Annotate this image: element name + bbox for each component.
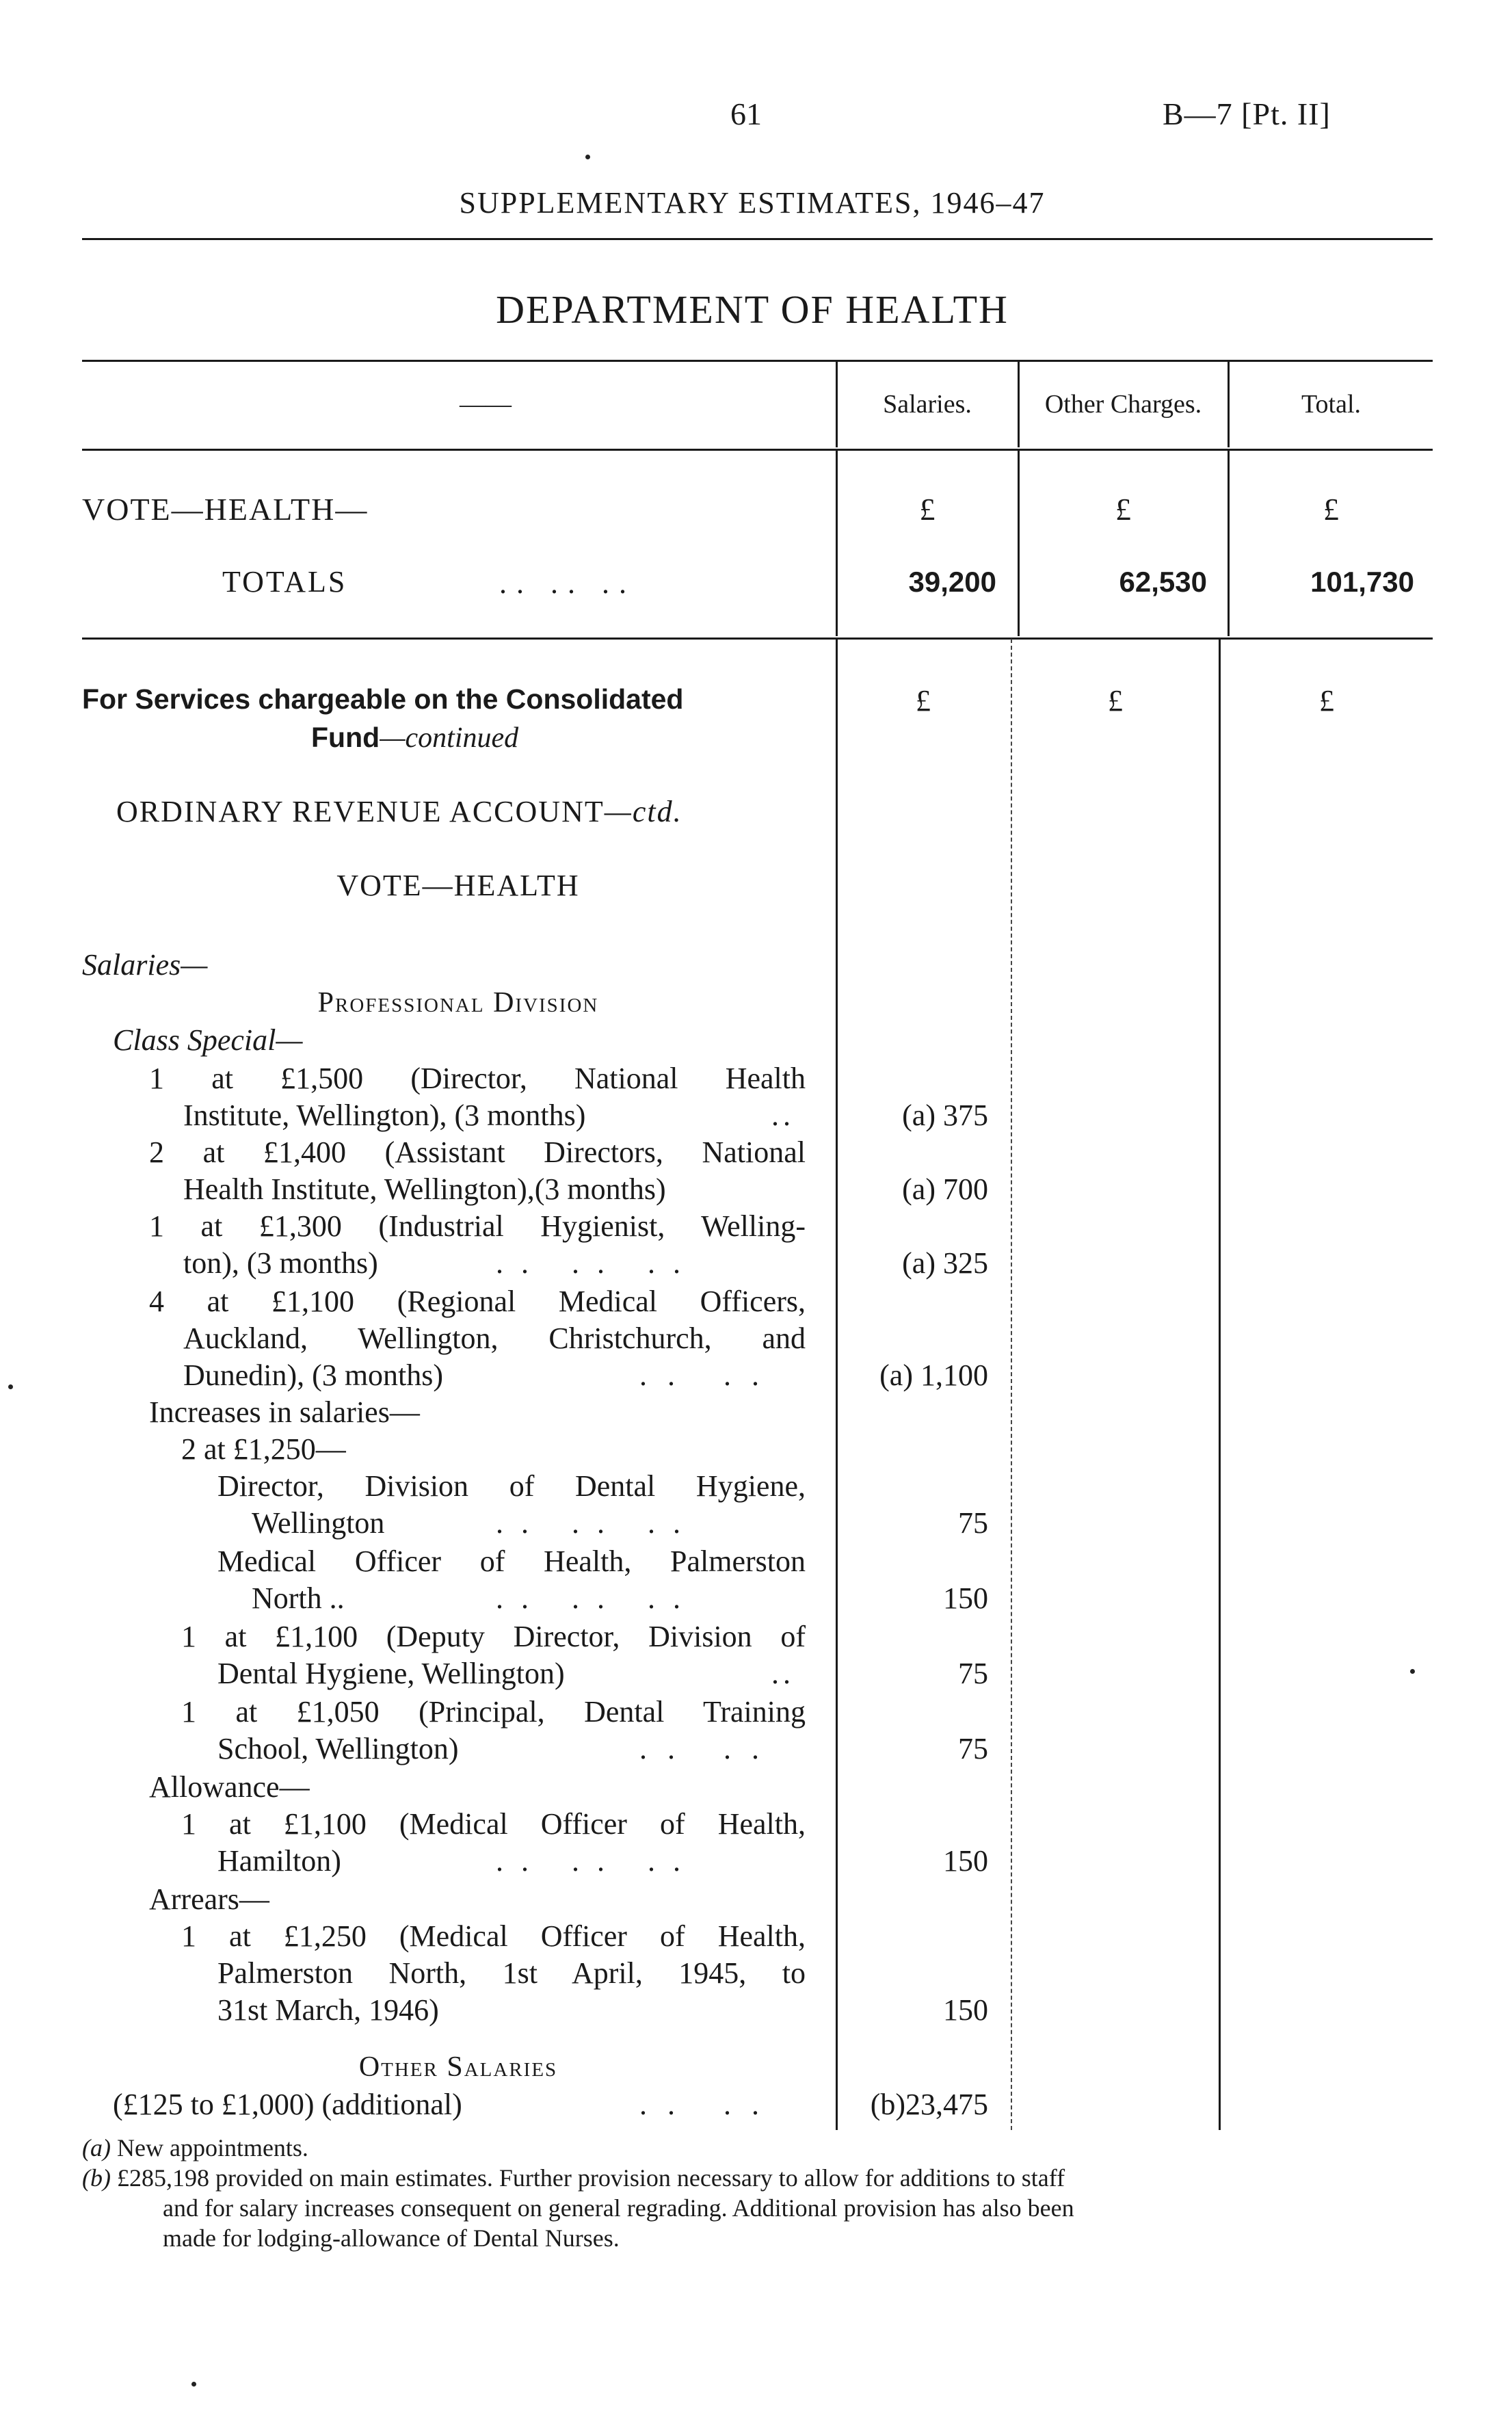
line-item-text: 1 at £1,250 (Medical Officer of Health, xyxy=(181,1919,806,1953)
services-heading: For Services chargeable on the Consolidated xyxy=(82,683,684,715)
salary-amount: (a) 700 xyxy=(902,1172,988,1206)
vote-health-label: VOTE—HEALTH— xyxy=(82,492,369,527)
department-title: DEPARTMENT OF HEALTH xyxy=(496,287,1009,332)
column-divider xyxy=(836,450,838,636)
salary-amount: 75 xyxy=(958,1732,988,1765)
scan-speck xyxy=(8,1384,13,1389)
currency-salaries: £ xyxy=(919,492,936,527)
services-heading-continued xyxy=(311,720,518,756)
leader-dots: .. .. .. xyxy=(496,1506,698,1540)
leader-dots: .. .. .. xyxy=(496,1246,698,1280)
other-salaries-heading: Other Salaries xyxy=(358,2051,558,2083)
currency-other: £ xyxy=(1108,684,1123,718)
fund-label: Fund xyxy=(311,722,380,753)
table-top-rule xyxy=(82,360,1433,362)
salaries-heading: Salaries— xyxy=(82,948,208,982)
totals-label: TOTALS xyxy=(222,565,347,599)
continued-label: —continued xyxy=(380,722,519,754)
column-divider xyxy=(1219,639,1221,2130)
line-item-text: Director, Division of Dental Hygiene, xyxy=(217,1469,806,1503)
line-item-text: 1 at £1,050 (Principal, Dental Training xyxy=(181,1695,806,1729)
scan-speck xyxy=(585,155,590,159)
column-header-description: —— xyxy=(460,390,512,419)
leader-dots: .. .. .. xyxy=(499,566,636,600)
currency-other: £ xyxy=(1115,492,1131,527)
line-item-text: 2 at £1,400 (Assistant Directors, National xyxy=(149,1135,806,1169)
line-item-text: ton), (3 months) xyxy=(183,1246,378,1280)
salary-amount: (a) 325 xyxy=(902,1246,988,1280)
footnote-text: New appointments. xyxy=(116,2134,308,2161)
column-header-salaries: Salaries. xyxy=(883,390,972,419)
line-item-text: 4 at £1,100 (Regional Medical Officers, xyxy=(149,1285,806,1318)
subheading: Arrears— xyxy=(149,1882,269,1916)
line-item-text: 1 at £1,300 (Industrial Hygienist, Welling- xyxy=(149,1209,806,1243)
scan-speck xyxy=(191,2382,196,2387)
title-rule xyxy=(82,238,1433,240)
footnote-marker: (a) xyxy=(82,2134,111,2161)
subheading: 2 at £1,250— xyxy=(181,1432,346,1466)
class-special-heading: Class Special— xyxy=(113,1023,303,1057)
account-suffix: —ctd. xyxy=(604,795,682,828)
footnote-b xyxy=(82,2163,1065,2193)
vote-heading: VOTE—HEALTH xyxy=(336,869,580,902)
currency-total: £ xyxy=(1323,492,1339,527)
footnote-text: £285,198 provided on main estimates. Further provision necessary to allow for additions to staff xyxy=(116,2164,1065,2192)
salary-amount: 150 xyxy=(943,1844,988,1878)
line-item-text: Health Institute, Wellington),(3 months) xyxy=(183,1172,666,1206)
line-item-text: 1 at £1,500 (Director, National Health xyxy=(149,1062,806,1095)
totals-salaries: 39,200 xyxy=(908,566,996,598)
currency-total: £ xyxy=(1319,684,1334,718)
line-item-text: Palmerston North, 1st April, 1945, to xyxy=(217,1956,806,1990)
currency-salaries: £ xyxy=(916,684,931,718)
page-number: 61 xyxy=(730,96,762,131)
line-item-text: School, Wellington) xyxy=(217,1732,459,1765)
salary-amount: (b)23,475 xyxy=(870,2088,988,2121)
salary-amount: 75 xyxy=(958,1657,988,1690)
footnote-text: and for salary increases consequent on general regrading. Additional provision has also been xyxy=(163,2194,1074,2222)
scan-speck xyxy=(1410,1669,1415,1674)
salary-amount: (a) 375 xyxy=(902,1099,988,1132)
document-reference: B—7 [Pt. II] xyxy=(1163,96,1331,131)
header-bottom-rule xyxy=(82,449,1433,451)
leader-dots: .. .. .. xyxy=(496,1581,698,1615)
leader-dots: .. xyxy=(771,1657,795,1690)
footnote-marker: (b) xyxy=(82,2164,111,2192)
subheading: Allowance— xyxy=(149,1770,310,1804)
salary-amount: 75 xyxy=(958,1506,988,1540)
page-title: SUPPLEMENTARY ESTIMATES, 1946–47 xyxy=(459,186,1046,220)
leader-dots: .. .. xyxy=(639,1732,780,1765)
line-item-text: North .. xyxy=(252,1581,345,1615)
column-divider xyxy=(1011,639,1012,2130)
footnote-text: made for lodging-allowance of Dental Nurses. xyxy=(163,2224,620,2252)
leader-dots: .. .. .. xyxy=(496,1844,698,1878)
leader-dots: .. .. xyxy=(639,2088,780,2121)
professional-division-heading: Professional Division xyxy=(317,987,599,1019)
salary-amount: 150 xyxy=(943,1581,988,1615)
line-item-text: 31st March, 1946) xyxy=(217,1993,439,2027)
line-item-text: 1 at £1,100 (Medical Officer of Health, xyxy=(181,1807,806,1841)
line-item-text: Auckland, Wellington, Christchurch, and xyxy=(183,1322,806,1355)
column-divider xyxy=(1228,450,1230,636)
leader-dots: .. .. xyxy=(639,1358,780,1392)
line-item-text: Medical Officer of Health, Palmerston xyxy=(217,1545,806,1578)
line-item-text: (£125 to £1,000) (additional) xyxy=(113,2088,462,2121)
line-item-text: Dental Hygiene, Wellington) xyxy=(217,1657,565,1690)
account-heading xyxy=(116,793,682,830)
totals-other-charges: 62,530 xyxy=(1119,566,1207,598)
line-item-text: 1 at £1,100 (Deputy Director, Division of xyxy=(181,1620,806,1653)
line-item-text: Wellington xyxy=(252,1506,385,1540)
totals-total: 101,730 xyxy=(1310,566,1414,598)
footnote-a xyxy=(82,2133,308,2163)
line-item-text: Hamilton) xyxy=(217,1844,341,1878)
totals-bottom-rule xyxy=(82,638,1433,640)
subheading: Increases in salaries— xyxy=(149,1395,420,1429)
salary-amount: (a) 1,100 xyxy=(879,1358,988,1392)
line-item-text: Institute, Wellington), (3 months) xyxy=(183,1099,586,1132)
leader-dots: .. xyxy=(771,1099,795,1132)
column-divider xyxy=(1018,450,1020,636)
salary-amount: 150 xyxy=(943,1993,988,2027)
line-item-text: Dunedin), (3 months) xyxy=(183,1358,444,1392)
column-header-other-charges: Other Charges. xyxy=(1044,390,1202,419)
account-label: ORDINARY REVENUE ACCOUNT xyxy=(116,795,605,828)
column-header-total: Total. xyxy=(1301,390,1362,419)
